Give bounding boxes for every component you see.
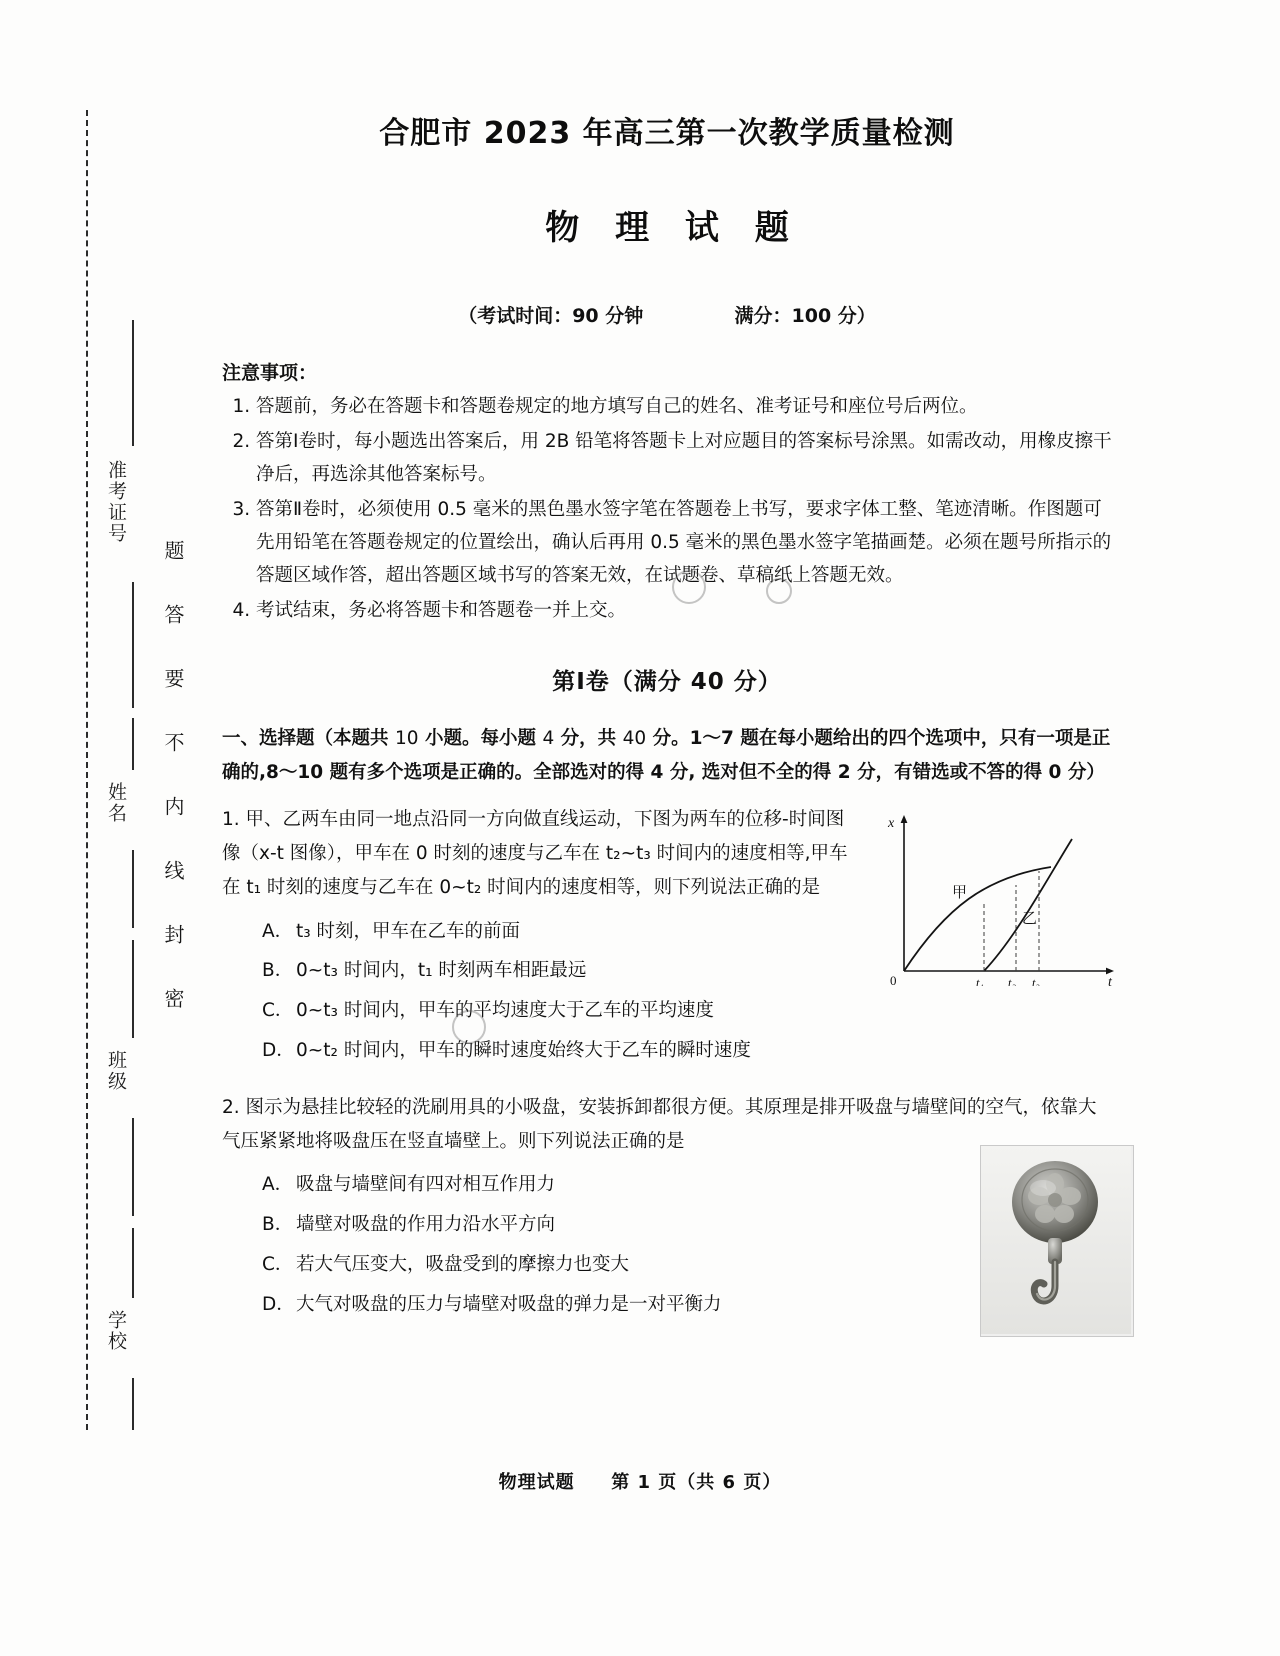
- seal-column: [86, 110, 196, 1430]
- option-label: A．: [262, 920, 294, 942]
- choice-header-n2: 4: [542, 728, 555, 750]
- seal-field-3: 学校: [105, 1310, 127, 1352]
- scan-artifact-circle: [452, 1010, 486, 1044]
- seal-rule-2a: [132, 940, 134, 1038]
- svg-text:乙: 乙: [1022, 909, 1038, 928]
- choice-header-b4: 分。1～7 题在每小题给出的四个选项中，只有一项是正确的,8～10 题有多个选项是正确的。全部选对的得 4 分, 选对但不全的得 2 分，有错选或不答的得 0 分）: [222, 728, 1111, 783]
- exam-full-marks: 满分：100 分）: [734, 305, 876, 327]
- option-text: 墙壁对吸盘的作用力沿水平方向: [296, 1213, 556, 1235]
- page-footer: [0, 1468, 1280, 1494]
- svg-text:t₂: t₂: [1008, 976, 1016, 987]
- notice-item: 3. 答第Ⅱ卷时，必须使用 0.5 毫米的黑色墨水签字笔在答题卷上书写，要求字体工整、笔迹清晰。作图题可先用铅笔在答题卷规定的位置绘出，确认后再用 0.5 毫米的黑色墨水签字笔描画楚。必须在题号所指示的答题区域作答，超出答题区域书写的答案无效，在试题卷、草稿纸上答题无效。: [256, 494, 1112, 593]
- question-1-number: 1.: [222, 809, 240, 831]
- svg-text:0: 0: [890, 973, 897, 987]
- question-2-number: 2.: [222, 1096, 240, 1118]
- option-text: 若大气压变大，吸盘受到的摩擦力也变大: [296, 1253, 630, 1275]
- option-label: C．: [262, 1000, 294, 1022]
- notice-item: 4. 考试结束，务必将答题卡和答题卷一并上交。: [256, 595, 1112, 628]
- question-2-option-A: [262, 1165, 947, 1205]
- option-text: 吸盘与墙壁间有四对相互作用力: [296, 1174, 556, 1196]
- seal-field-2: 班级: [105, 1050, 127, 1092]
- question-2-option-C: [262, 1245, 947, 1285]
- svg-text:t: t: [1108, 975, 1112, 987]
- exam-meta: [222, 301, 1112, 328]
- footer-page-number: 第 1 页（共 6 页）: [611, 1472, 782, 1493]
- question-2-option-D: [262, 1285, 947, 1325]
- seal-rule-1a: [132, 718, 134, 770]
- question-2: [222, 1091, 1112, 1325]
- option-text: 0~t₂ 时间内，甲车的瞬时速度始终大于乙车的瞬时速度: [296, 1040, 751, 1061]
- option-text: 0~t₃ 时间内，甲车的平均速度大于乙车的平均速度: [296, 1000, 714, 1022]
- option-text: 大气对吸盘的压力与墙壁对吸盘的弹力是一对平衡力: [296, 1293, 722, 1315]
- figure-x-t-graph: [876, 811, 1126, 986]
- choice-header-b3: 分，共: [560, 728, 617, 750]
- seal-rule-3b: [132, 1378, 134, 1430]
- svg-text:甲: 甲: [952, 883, 968, 902]
- question-2-option-B: [262, 1205, 947, 1245]
- figure-suction-cup: [980, 1145, 1134, 1337]
- seal-field-0: 准考证号: [105, 460, 127, 544]
- svg-text:x: x: [888, 816, 895, 832]
- option-label: B．: [262, 960, 294, 982]
- choice-header-n1: 10: [394, 728, 419, 750]
- option-label: D．: [262, 1293, 295, 1315]
- question-2-stem: [222, 1091, 1112, 1159]
- question-1-text: 甲、乙两车由同一地点沿同一方向做直线运动，下图为两车的位移-时间图像（x-t 图像），甲车在 0 时刻的速度与乙车在 t₂~t₃ 时间内的速度相等,甲车在 t₁ 时刻的速度与乙车在 0~t₂ 时间内的速度相等，则下列说法正确的是: [222, 809, 848, 899]
- option-label: D．: [262, 1040, 295, 1061]
- seal-vertical-text: 题 答 要 不 内 线 封 密: [161, 540, 185, 1018]
- scan-artifact-circle: [672, 570, 706, 604]
- choice-header-b1: 一、选择题（本题共: [222, 728, 389, 750]
- question-1-option-C: [262, 991, 1112, 1031]
- page-subtitle: 物 理 试 题: [545, 208, 801, 248]
- seal-rule-0a: [132, 320, 134, 446]
- question-1-option-D: [262, 1031, 1112, 1071]
- notice-title: 注意事项：: [222, 362, 318, 384]
- option-label: A．: [262, 1174, 294, 1196]
- seal-rule-3a: [132, 1228, 134, 1298]
- svg-text:t₃: t₃: [1032, 976, 1040, 987]
- choice-header-b2: 小题。每小题: [424, 728, 536, 750]
- notice-item: 2. 答第Ⅰ卷时，每小题选出答案后，用 2B 铅笔将答题卡上对应题目的答案标号涂黑。如需改动，用橡皮擦干净后，再选涂其他答案标号。: [256, 426, 1112, 492]
- question-2-text: 图示为悬挂比较轻的洗刷用具的小吸盘，安装拆卸都很方便。其原理是排开吸盘与墙壁间的空气，依靠大气压紧紧地将吸盘压在竖直墙壁上。则下列说法正确的是: [222, 1096, 1097, 1152]
- option-label: C．: [262, 1253, 294, 1275]
- choice-header-n3: 40: [622, 728, 647, 750]
- document-body: [222, 96, 1112, 1324]
- exam-time: （考试时间：90 分钟: [458, 305, 644, 327]
- svg-text:t₁: t₁: [976, 976, 984, 987]
- notice-item: 1. 答题前，务必在答题卡和答题卷规定的地方填写自己的姓名、准考证号和座位号后两位。: [256, 391, 1112, 424]
- seal-field-1: 姓名: [105, 782, 127, 824]
- page-title: 合肥市 2023 年高三第一次教学质量检测: [379, 116, 955, 151]
- seal-rule-0b: [132, 582, 134, 708]
- option-text: t₃ 时刻，甲车在乙车的前面: [296, 920, 521, 942]
- option-text: 0~t₃ 时间内，t₁ 时刻两车相距最远: [296, 960, 587, 982]
- notice-list: [222, 391, 1112, 627]
- footer-subject: 物理试题: [498, 1472, 575, 1493]
- option-label: B．: [262, 1213, 294, 1235]
- seal-rule-1b: [132, 850, 134, 928]
- choice-section-header: [222, 722, 1112, 789]
- question-1: [222, 803, 1112, 1071]
- section-heading: 第Ⅰ卷（满分 40 分）: [552, 669, 782, 696]
- scan-artifact-circle: [766, 578, 792, 604]
- seal-rule-2b: [132, 1118, 134, 1216]
